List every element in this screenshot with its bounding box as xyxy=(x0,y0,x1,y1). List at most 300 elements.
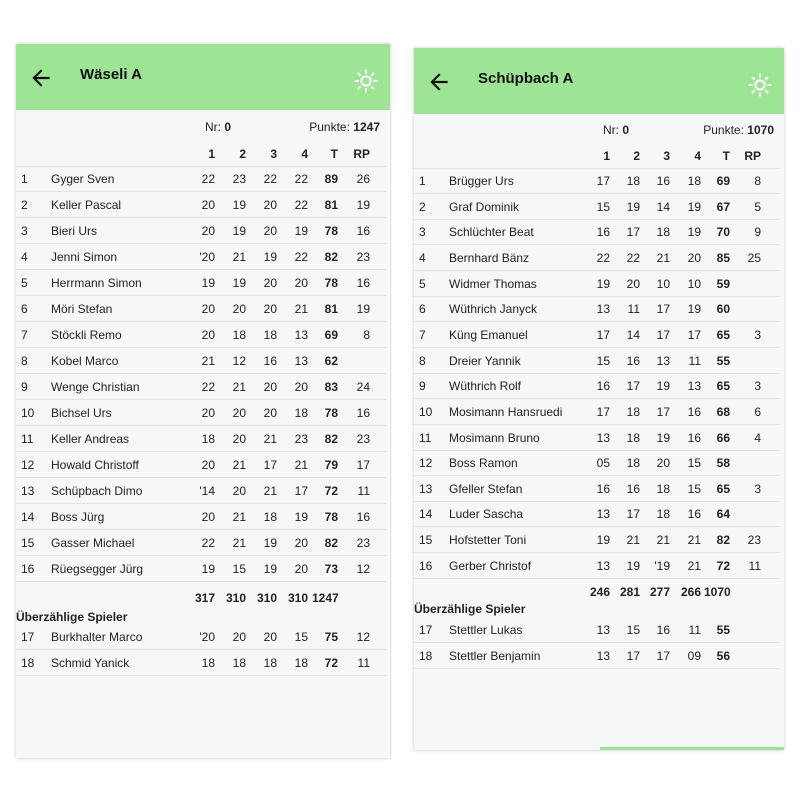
extra-player-row[interactable] xyxy=(16,623,386,650)
score-s3: 18 xyxy=(656,225,670,240)
score-s4: 10 xyxy=(687,276,701,291)
score-s1: '20 xyxy=(199,250,215,265)
score-s2: 23 xyxy=(232,172,246,186)
table-row[interactable] xyxy=(414,475,780,502)
player-number: 9 xyxy=(419,379,426,394)
nr-field xyxy=(603,123,629,137)
total-score: 72 xyxy=(324,484,338,499)
score-s1: 17 xyxy=(596,174,610,188)
score-s1: 20 xyxy=(201,302,215,317)
score-s4: 15 xyxy=(687,481,701,496)
table-row[interactable] xyxy=(16,399,386,426)
score-s3: 20 xyxy=(263,302,277,317)
total-score: 78 xyxy=(324,276,338,291)
table-row[interactable] xyxy=(16,191,386,218)
player-name: Stettler Benjamin xyxy=(449,649,541,663)
total-score: 69 xyxy=(716,174,730,188)
rank-points: 19 xyxy=(356,302,370,317)
score-s3: 20 xyxy=(263,380,277,395)
score-s4: 21 xyxy=(687,533,701,548)
player-number: 16 xyxy=(419,558,433,573)
score-s1: 22 xyxy=(201,172,215,186)
score-s2: 20 xyxy=(232,630,246,644)
score-s2: 17 xyxy=(626,379,640,394)
player-number: 1 xyxy=(21,172,28,186)
team-total-s1: 317 xyxy=(194,590,215,605)
player-name: Howald Christoff xyxy=(51,458,139,473)
total-score: 68 xyxy=(716,404,730,419)
table-row[interactable] xyxy=(414,552,780,579)
score-s1: 21 xyxy=(201,354,215,369)
table-row[interactable] xyxy=(414,218,780,245)
total-score: 89 xyxy=(324,172,338,186)
table-header xyxy=(16,140,386,167)
player-number: 2 xyxy=(21,198,28,213)
score-s2: 18 xyxy=(626,404,640,419)
score-s1: 13 xyxy=(596,430,610,445)
score-s1: 13 xyxy=(596,302,610,317)
score-s2: 21 xyxy=(232,536,246,551)
score-s1: 22 xyxy=(201,536,215,551)
app-bar xyxy=(16,44,390,110)
nr-value: 0 xyxy=(224,120,232,134)
points-label: Punkte: xyxy=(703,123,744,137)
score-s2: 20 xyxy=(232,406,246,421)
total-score: 75 xyxy=(324,630,338,644)
score-s1: 15 xyxy=(596,199,610,214)
team-total-t: 1247 xyxy=(312,590,339,605)
player-name: Boss Jürg xyxy=(51,510,105,525)
score-s3: 21 xyxy=(656,250,670,265)
score-s1: 13 xyxy=(596,649,610,663)
brightness-icon[interactable] xyxy=(354,69,378,93)
points-value: 1070 xyxy=(747,123,774,137)
points-field xyxy=(703,123,774,137)
score-s3: 22 xyxy=(263,172,277,186)
score-s4: 13 xyxy=(294,354,308,369)
score-s4: 22 xyxy=(294,250,308,265)
player-name: Mosimann Hansruedi xyxy=(449,404,563,419)
totals-row xyxy=(16,584,386,610)
player-number: 16 xyxy=(21,562,35,577)
player-name: Hofstetter Toni xyxy=(449,533,527,548)
table-row[interactable] xyxy=(16,373,386,400)
table-row[interactable] xyxy=(16,217,386,244)
score-s3: 17 xyxy=(656,302,670,317)
player-name: Luder Sascha xyxy=(449,507,524,522)
total-score: 82 xyxy=(324,536,338,551)
rank-points: 23 xyxy=(356,432,370,447)
points-label: Punkte: xyxy=(309,120,350,134)
player-number: 7 xyxy=(21,328,28,343)
rank-points: 16 xyxy=(356,276,370,291)
total-score: 79 xyxy=(324,458,338,473)
player-number: 2 xyxy=(419,199,426,214)
score-s3: 21 xyxy=(263,484,277,499)
player-name: Bieri Urs xyxy=(51,224,98,239)
score-s3: 16 xyxy=(656,623,670,637)
total-score: 81 xyxy=(324,302,338,317)
table-row[interactable] xyxy=(16,243,386,270)
total-score: 78 xyxy=(324,510,338,525)
score-s3: 19 xyxy=(263,562,277,577)
nr-label: Nr: xyxy=(205,120,221,134)
score-s3: 20 xyxy=(263,630,277,644)
team-total-s3: 277 xyxy=(649,584,670,599)
total-score: 69 xyxy=(324,328,338,343)
score-s3: 14 xyxy=(656,199,670,214)
score-s3: 10 xyxy=(656,276,670,291)
total-score: 62 xyxy=(324,354,338,369)
extra-player-row[interactable] xyxy=(414,642,780,669)
table-row[interactable] xyxy=(16,321,386,348)
total-score: 66 xyxy=(716,430,730,445)
rank-points: 11 xyxy=(748,558,761,573)
score-s4: 20 xyxy=(294,562,308,577)
table-row[interactable] xyxy=(16,347,386,374)
score-s2: 20 xyxy=(232,484,246,499)
player-name: Stöckli Remo xyxy=(51,328,122,343)
column-header: 4 xyxy=(694,149,701,163)
player-name: Bichsel Urs xyxy=(51,406,112,421)
rank-points: 19 xyxy=(356,198,370,213)
player-name: Rüegsegger Jürg xyxy=(51,562,144,577)
score-s2: 21 xyxy=(232,510,246,525)
rank-points: 9 xyxy=(754,225,761,240)
total-score: 73 xyxy=(324,562,338,577)
column-header: T xyxy=(330,147,338,161)
total-score: 59 xyxy=(716,276,730,291)
score-s2: 20 xyxy=(232,432,246,447)
player-number: 3 xyxy=(21,224,28,239)
totals-row xyxy=(414,578,780,604)
score-s1: 19 xyxy=(201,276,215,291)
player-number: 3 xyxy=(419,225,426,240)
points-value: 1247 xyxy=(353,120,380,134)
player-number: 18 xyxy=(21,656,35,670)
score-s4: 19 xyxy=(687,302,701,317)
meta-line xyxy=(414,123,784,141)
player-number: 13 xyxy=(21,484,35,499)
player-name: Widmer Thomas xyxy=(449,276,537,291)
player-number: 7 xyxy=(419,327,426,342)
score-s3: 20 xyxy=(263,276,277,291)
table-row[interactable] xyxy=(16,165,386,192)
score-s4: 21 xyxy=(687,558,701,573)
rank-points: 24 xyxy=(356,380,370,395)
score-s1: 20 xyxy=(201,198,215,213)
total-score: 82 xyxy=(324,250,338,265)
rank-points: 16 xyxy=(356,510,370,525)
score-s3: 17 xyxy=(656,649,670,663)
column-header: 2 xyxy=(633,149,640,163)
player-name: Wenge Christian xyxy=(51,380,140,395)
score-s4: 20 xyxy=(294,276,308,291)
score-s3: 19 xyxy=(656,430,670,445)
player-number: 14 xyxy=(419,507,433,522)
rank-points: 12 xyxy=(356,630,370,644)
page-title: Wäseli A xyxy=(80,66,142,83)
score-s4: 17 xyxy=(294,484,308,499)
player-number: 5 xyxy=(419,276,426,291)
team-total-s4: 310 xyxy=(287,590,308,605)
player-number: 10 xyxy=(21,406,35,421)
score-s4: 18 xyxy=(687,174,701,188)
table-row[interactable] xyxy=(414,424,780,451)
score-s2: 19 xyxy=(232,224,246,239)
score-s4: 16 xyxy=(687,507,701,522)
total-score: 64 xyxy=(716,507,730,522)
player-number: 6 xyxy=(21,302,28,317)
score-s2: 12 xyxy=(232,354,246,369)
team-total-s1: 246 xyxy=(589,584,610,599)
table-header xyxy=(414,142,780,169)
player-name: Brügger Urs xyxy=(449,174,514,188)
team-panel-schuepbach xyxy=(414,48,784,750)
score-s4: 18 xyxy=(294,406,308,421)
total-score: 55 xyxy=(716,353,730,368)
score-s1: 16 xyxy=(596,481,610,496)
player-number: 11 xyxy=(21,432,34,447)
column-header: 4 xyxy=(301,147,308,161)
score-s3: 17 xyxy=(263,458,277,473)
player-number: 8 xyxy=(21,354,28,369)
team-total-s4: 266 xyxy=(680,584,701,599)
rank-points: 25 xyxy=(747,250,761,265)
score-s2: 21 xyxy=(232,380,246,395)
player-name: Schmid Yanick xyxy=(51,656,130,670)
score-s4: 23 xyxy=(294,432,308,447)
rank-points: 26 xyxy=(356,172,370,186)
score-s2: 18 xyxy=(232,328,246,343)
score-s2: 19 xyxy=(626,558,640,573)
score-s4: 21 xyxy=(294,458,308,473)
player-name: Herrmann Simon xyxy=(51,276,142,291)
score-s4: 19 xyxy=(687,225,701,240)
score-s3: 21 xyxy=(656,533,670,548)
score-s4: 19 xyxy=(294,224,308,239)
rank-points: 12 xyxy=(356,562,370,577)
score-s1: 13 xyxy=(596,558,610,573)
score-s2: 18 xyxy=(232,656,246,670)
player-name: Jenni Simon xyxy=(51,250,118,265)
score-s2: 14 xyxy=(626,327,640,342)
score-s1: 19 xyxy=(596,533,610,548)
rank-points: 4 xyxy=(754,430,761,445)
score-s3: 20 xyxy=(263,224,277,239)
player-number: 17 xyxy=(21,630,35,644)
column-header: 3 xyxy=(663,149,670,163)
player-name: Gerber Christof xyxy=(449,558,532,573)
score-s4: 20 xyxy=(687,250,701,265)
score-s2: 21 xyxy=(232,250,246,265)
player-name: Wüthrich Rolf xyxy=(449,379,522,394)
total-score: 81 xyxy=(324,198,338,213)
table-row[interactable] xyxy=(414,295,780,322)
score-s4: 20 xyxy=(294,380,308,395)
player-number: 11 xyxy=(419,430,432,445)
table-row[interactable] xyxy=(16,529,386,556)
table-row[interactable] xyxy=(414,372,780,399)
table-row[interactable] xyxy=(414,398,780,425)
score-s2: 15 xyxy=(626,623,640,637)
table-row[interactable] xyxy=(414,449,780,476)
score-s2: 19 xyxy=(232,276,246,291)
score-s4: 18 xyxy=(294,656,308,670)
team-total-t: 1070 xyxy=(704,584,731,599)
player-name: Burkhalter Marco xyxy=(51,630,143,644)
rank-points: 3 xyxy=(754,379,761,394)
score-s2: 17 xyxy=(626,507,640,522)
column-header: RP xyxy=(353,147,370,161)
score-s3: 19 xyxy=(656,379,670,394)
table-row[interactable] xyxy=(16,477,386,504)
back-arrow-icon[interactable] xyxy=(426,69,452,95)
player-name: Dreier Yannik xyxy=(449,353,521,368)
column-header: 3 xyxy=(270,147,277,161)
table-row[interactable] xyxy=(414,526,780,553)
score-s3: 16 xyxy=(656,174,670,188)
total-score: 65 xyxy=(716,327,730,342)
player-number: 13 xyxy=(419,481,433,496)
table-row[interactable] xyxy=(414,244,780,271)
score-s1: 13 xyxy=(596,623,610,637)
score-s4: 19 xyxy=(294,510,308,525)
total-score: 67 xyxy=(716,199,730,214)
rank-points: 3 xyxy=(754,481,761,496)
score-s1: 22 xyxy=(201,380,215,395)
table-row[interactable] xyxy=(414,347,780,374)
score-s3: 20 xyxy=(263,406,277,421)
score-s2: 16 xyxy=(626,481,640,496)
player-name: Graf Dominik xyxy=(449,199,520,214)
rank-points: 6 xyxy=(754,404,761,419)
score-s1: 18 xyxy=(201,432,215,447)
score-s2: 18 xyxy=(626,430,640,445)
score-s3: 17 xyxy=(656,327,670,342)
player-number: 8 xyxy=(419,353,426,368)
extra-player-row[interactable] xyxy=(414,616,780,643)
table-row[interactable] xyxy=(16,295,386,322)
table-row[interactable] xyxy=(16,425,386,452)
rank-points: 23 xyxy=(356,536,370,551)
score-s4: 11 xyxy=(688,353,701,368)
score-s1: '14 xyxy=(199,484,215,499)
player-name: Kobel Marco xyxy=(51,354,119,369)
total-score: 55 xyxy=(716,623,730,637)
score-s4: 17 xyxy=(687,327,701,342)
total-score: 82 xyxy=(716,533,730,548)
total-score: 70 xyxy=(716,225,730,240)
score-s1: 20 xyxy=(201,458,215,473)
score-s3: 20 xyxy=(656,456,670,471)
points-field xyxy=(309,120,380,134)
bottom-bar xyxy=(600,747,784,750)
total-score: 78 xyxy=(324,224,338,239)
score-s2: 15 xyxy=(232,562,246,577)
table-row[interactable] xyxy=(16,503,386,530)
brightness-icon[interactable] xyxy=(748,73,772,97)
score-s2: 19 xyxy=(626,199,640,214)
rank-points: 8 xyxy=(363,328,370,343)
table-row[interactable] xyxy=(414,500,780,527)
player-number: 9 xyxy=(21,380,28,395)
team-panel-waeseli xyxy=(16,44,390,758)
score-s4: 22 xyxy=(294,172,308,186)
total-score: 65 xyxy=(716,481,730,496)
player-number: 5 xyxy=(21,276,28,291)
table-row[interactable] xyxy=(16,451,386,478)
player-name: Schüpbach Dimo xyxy=(51,484,143,499)
player-number: 4 xyxy=(419,250,426,265)
score-s3: '19 xyxy=(654,558,670,573)
score-s4: 15 xyxy=(687,456,701,471)
score-s3: 17 xyxy=(656,404,670,419)
player-name: Möri Stefan xyxy=(51,302,113,317)
back-arrow-icon[interactable] xyxy=(28,65,54,91)
score-s4: 13 xyxy=(687,379,701,394)
score-s1: 05 xyxy=(596,456,610,471)
rank-points: 11 xyxy=(357,656,370,670)
total-score: 83 xyxy=(324,380,338,395)
player-name: Gasser Michael xyxy=(51,536,135,551)
score-s3: 13 xyxy=(656,353,670,368)
page-title: Schüpbach A xyxy=(478,70,574,87)
column-header: 2 xyxy=(239,147,246,161)
meta-line xyxy=(16,120,390,138)
score-s3: 18 xyxy=(263,656,277,670)
player-number: 15 xyxy=(419,533,433,548)
score-s3: 18 xyxy=(263,510,277,525)
score-s4: 15 xyxy=(294,630,308,644)
player-number: 4 xyxy=(21,250,28,265)
score-s4: 09 xyxy=(687,649,701,663)
score-s3: 19 xyxy=(263,536,277,551)
team-total-s2: 310 xyxy=(225,590,246,605)
player-name: Schlüchter Beat xyxy=(449,225,534,240)
score-s1: 20 xyxy=(201,224,215,239)
rank-points: 3 xyxy=(754,327,761,342)
table-row[interactable] xyxy=(414,193,780,220)
score-s1: 20 xyxy=(201,406,215,421)
score-s3: 18 xyxy=(263,328,277,343)
table-row[interactable] xyxy=(414,167,780,194)
rank-points: 23 xyxy=(356,250,370,265)
score-s3: 18 xyxy=(656,481,670,496)
team-total-s3: 310 xyxy=(256,590,277,605)
score-s3: 20 xyxy=(263,198,277,213)
player-number: 12 xyxy=(21,458,35,473)
total-score: 78 xyxy=(324,406,338,421)
player-name: Bernhard Bänz xyxy=(449,250,530,265)
table-row[interactable] xyxy=(414,270,780,297)
player-number: 1 xyxy=(419,174,426,188)
player-number: 6 xyxy=(419,302,426,317)
score-s3: 19 xyxy=(263,250,277,265)
score-s3: 16 xyxy=(263,354,277,369)
extra-player-row[interactable] xyxy=(16,649,386,676)
player-number: 17 xyxy=(419,623,433,637)
total-score: 60 xyxy=(716,302,730,317)
score-s1: 20 xyxy=(201,328,215,343)
table-row[interactable] xyxy=(414,321,780,348)
team-total-s2: 281 xyxy=(619,584,640,599)
table-row[interactable] xyxy=(16,269,386,296)
player-number: 18 xyxy=(419,649,433,663)
score-s4: 20 xyxy=(294,536,308,551)
score-s4: 19 xyxy=(687,199,701,214)
table-row[interactable] xyxy=(16,555,386,582)
